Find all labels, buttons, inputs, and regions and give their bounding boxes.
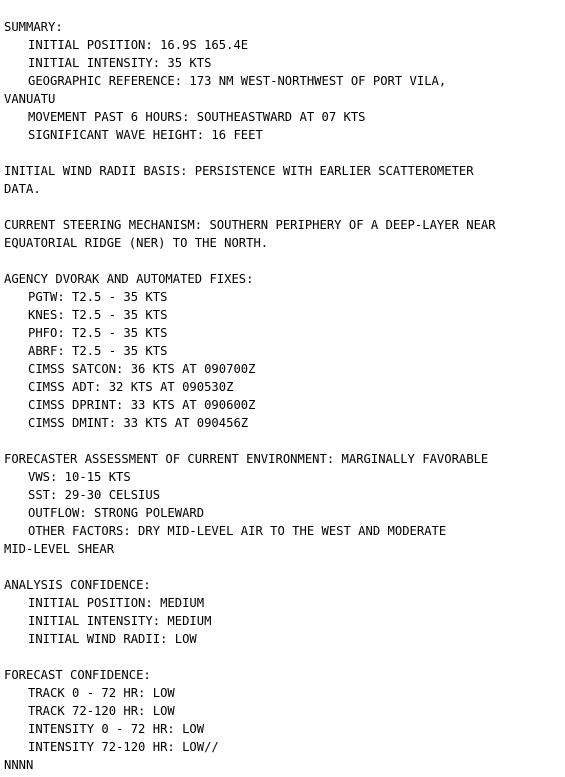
blank-line	[4, 198, 562, 216]
wind-radii-basis-continued: DATA.	[4, 182, 41, 196]
bulletin-text	[4, 18, 562, 774]
forecast-confidence-item: TRACK 0 - 72 HR: LOW	[28, 686, 175, 700]
environment-outflow: OUTFLOW: STRONG POLEWARD	[28, 506, 205, 520]
forecast-confidence-heading: FORECAST CONFIDENCE:	[4, 668, 151, 682]
steering-mechanism: CURRENT STEERING MECHANISM: SOUTHERN PERIPHERY OF A DEEP-LAYER NEAR	[4, 218, 496, 232]
environment-other-factors-continued: MID-LEVEL SHEAR	[4, 542, 115, 556]
forecast-confidence-item: INTENSITY 0 - 72 HR: LOW	[28, 722, 205, 736]
initial-position: INITIAL POSITION: 16.9S 165.4E	[28, 38, 249, 52]
analysis-confidence-item: INITIAL INTENSITY: MEDIUM	[28, 614, 212, 628]
geographic-reference: GEOGRAPHIC REFERENCE: 173 NM WEST-NORTHWEST OF PORT VILA,	[28, 74, 447, 88]
end-of-message: NNNN	[4, 758, 34, 772]
environment-vws: VWS: 10-15 KTS	[28, 470, 131, 484]
blank-line	[4, 144, 562, 162]
analysis-confidence-heading: ANALYSIS CONFIDENCE:	[4, 578, 151, 592]
fix-item: CIMSS ADT: 32 KTS AT 090530Z	[28, 380, 234, 394]
environment-other-factors: OTHER FACTORS: DRY MID-LEVEL AIR TO THE WEST AND MODERATE	[28, 524, 447, 538]
blank-line	[4, 252, 562, 270]
summary-heading: SUMMARY:	[4, 20, 63, 34]
fix-item: PGTW: T2.5 - 35 KTS	[28, 290, 168, 304]
blank-line	[4, 558, 562, 576]
analysis-confidence-item: INITIAL WIND RADII: LOW	[28, 632, 197, 646]
initial-intensity: INITIAL INTENSITY: 35 KTS	[28, 56, 212, 70]
fix-item: CIMSS DPRINT: 33 KTS AT 090600Z	[28, 398, 256, 412]
steering-mechanism-continued: EQUATORIAL RIDGE (NER) TO THE NORTH.	[4, 236, 269, 250]
movement: MOVEMENT PAST 6 HOURS: SOUTHEASTWARD AT 07 KTS	[28, 110, 366, 124]
wind-radii-basis: INITIAL WIND RADII BASIS: PERSISTENCE WITH EARLIER SCATTEROMETER	[4, 164, 474, 178]
fix-item: KNES: T2.5 - 35 KTS	[28, 308, 168, 322]
geographic-reference-continued: VANUATU	[4, 92, 56, 106]
environment-heading: FORECASTER ASSESSMENT OF CURRENT ENVIRONMENT: MARGINALLY FAVORABLE	[4, 452, 489, 466]
fix-item: CIMSS DMINT: 33 KTS AT 090456Z	[28, 416, 249, 430]
forecast-confidence-item: TRACK 72-120 HR: LOW	[28, 704, 175, 718]
forecast-confidence-item: INTENSITY 72-120 HR: LOW//	[28, 740, 219, 754]
blank-line	[4, 432, 562, 450]
analysis-confidence-item: INITIAL POSITION: MEDIUM	[28, 596, 205, 610]
fixes-heading: AGENCY DVORAK AND AUTOMATED FIXES:	[4, 272, 254, 286]
fix-item: PHFO: T2.5 - 35 KTS	[28, 326, 168, 340]
wave-height: SIGNIFICANT WAVE HEIGHT: 16 FEET	[28, 128, 263, 142]
environment-sst: SST: 29-30 CELSIUS	[28, 488, 161, 502]
blank-line	[4, 648, 562, 666]
fix-item: CIMSS SATCON: 36 KTS AT 090700Z	[28, 362, 256, 376]
fix-item: ABRF: T2.5 - 35 KTS	[28, 344, 168, 358]
